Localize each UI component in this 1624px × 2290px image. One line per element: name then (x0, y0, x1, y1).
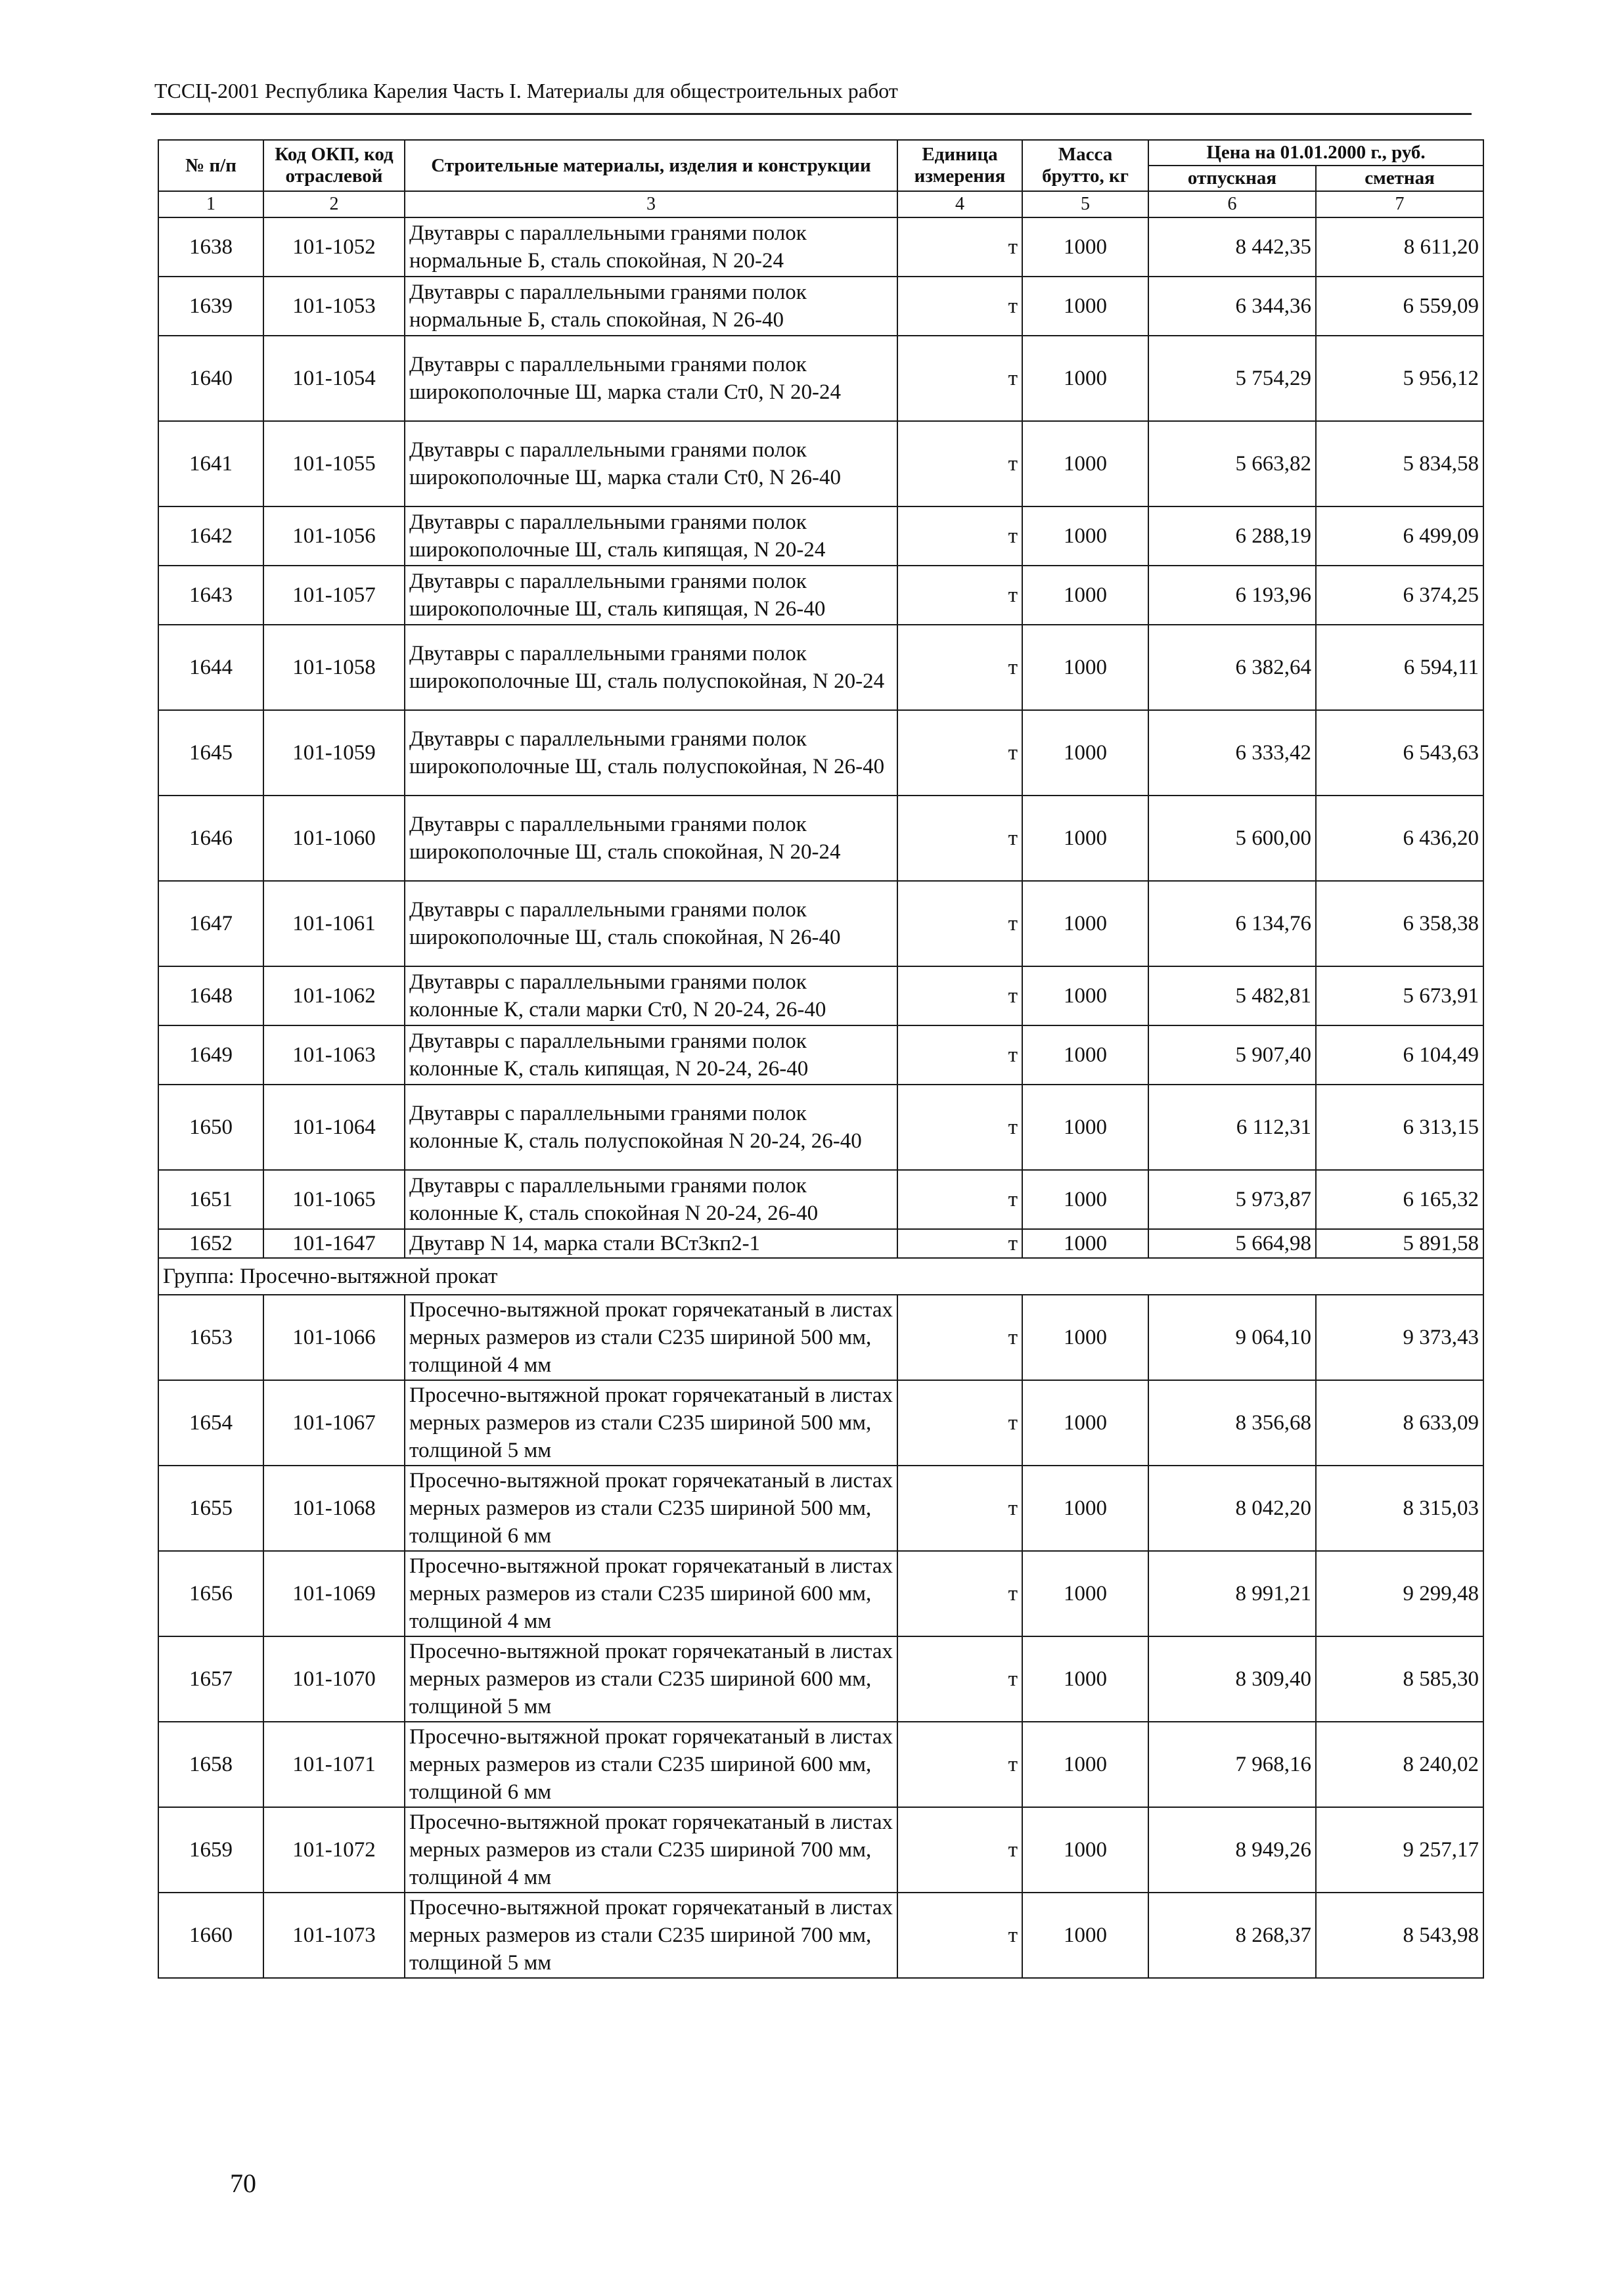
header-divider (151, 113, 1472, 115)
table-row (158, 1229, 1483, 1258)
row-number: 1642 (158, 506, 263, 566)
estimate-price: 5 673,91 (1316, 966, 1483, 1025)
row-number: 1649 (158, 1025, 263, 1085)
gross-mass: 1000 (1022, 1722, 1148, 1807)
price-table (158, 139, 1484, 1979)
gross-mass: 1000 (1022, 1085, 1148, 1170)
material-name: Двутавры с параллельными гранями полок широкополочные Ш, сталь спокойная, N 20-24 (405, 796, 897, 881)
okp-code: 101-1065 (263, 1170, 405, 1229)
gross-mass: 1000 (1022, 336, 1148, 421)
gross-mass: 1000 (1022, 506, 1148, 566)
row-number: 1658 (158, 1722, 263, 1807)
header-price-release: отпускная (1148, 166, 1316, 191)
unit-of-measure: т (897, 1085, 1022, 1170)
okp-code: 101-1057 (263, 566, 405, 625)
unit-of-measure: т (897, 710, 1022, 796)
release-price: 5 482,81 (1148, 966, 1316, 1025)
unit-of-measure: т (897, 421, 1022, 506)
material-name: Двутавр N 14, марка стали ВСт3кп2-1 (405, 1229, 897, 1258)
unit-of-measure: т (897, 1025, 1022, 1085)
gross-mass: 1000 (1022, 1229, 1148, 1258)
material-name: Двутавры с параллельными гранями полок колонные К, сталь спокойная N 20-24, 26-40 (405, 1170, 897, 1229)
material-name: Просечно-вытяжной прокат горячекатаный в листах мерных размеров из стали С235 шириной 700 мм, толщиной 5 мм (405, 1893, 897, 1978)
row-number: 1657 (158, 1636, 263, 1722)
running-header: ТССЦ-2001 Республика Карелия Часть I. Материалы для общестроительных работ (154, 79, 898, 102)
row-number: 1647 (158, 881, 263, 966)
material-name: Двутавры с параллельными гранями полок колонные К, стали марки Ст0, N 20-24, 26-40 (405, 966, 897, 1025)
unit-of-measure: т (897, 1170, 1022, 1229)
gross-mass: 1000 (1022, 710, 1148, 796)
estimate-price: 8 633,09 (1316, 1380, 1483, 1466)
material-name: Двутавры с параллельными гранями полок широкополочные Ш, сталь кипящая, N 26-40 (405, 566, 897, 625)
okp-code: 101-1071 (263, 1722, 405, 1807)
column-number: 2 (263, 191, 405, 217)
okp-code: 101-1055 (263, 421, 405, 506)
estimate-price: 6 559,09 (1316, 277, 1483, 336)
material-name: Двутавры с параллельными гранями полок нормальные Б, сталь спокойная, N 26-40 (405, 277, 897, 336)
table-row (158, 217, 1483, 277)
header-mass: Масса брутто, кг (1022, 140, 1148, 191)
row-number: 1650 (158, 1085, 263, 1170)
material-name: Просечно-вытяжной прокат горячекатаный в листах мерных размеров из стали С235 шириной 600 мм, толщиной 4 мм (405, 1551, 897, 1636)
table-row (158, 796, 1483, 881)
gross-mass: 1000 (1022, 966, 1148, 1025)
estimate-price: 5 834,58 (1316, 421, 1483, 506)
unit-of-measure: т (897, 1636, 1022, 1722)
group-row (158, 1258, 1483, 1295)
release-price: 8 356,68 (1148, 1380, 1316, 1466)
material-name: Двутавры с параллельными гранями полок колонные К, сталь кипящая, N 20-24, 26-40 (405, 1025, 897, 1085)
row-number: 1640 (158, 336, 263, 421)
table-row (158, 1025, 1483, 1085)
header-name: Строительные материалы, изделия и конструкции (405, 140, 897, 191)
release-price: 7 968,16 (1148, 1722, 1316, 1807)
table-row (158, 1380, 1483, 1466)
okp-code: 101-1061 (263, 881, 405, 966)
row-number: 1651 (158, 1170, 263, 1229)
release-price: 6 112,31 (1148, 1085, 1316, 1170)
release-price: 6 344,36 (1148, 277, 1316, 336)
material-name: Двутавры с параллельными гранями полок широкополочные Ш, марка стали Ст0, N 26-40 (405, 421, 897, 506)
okp-code: 101-1067 (263, 1380, 405, 1466)
gross-mass: 1000 (1022, 1636, 1148, 1722)
table-row (158, 1170, 1483, 1229)
table-row (158, 1295, 1483, 1380)
okp-code: 101-1062 (263, 966, 405, 1025)
table-row (158, 710, 1483, 796)
estimate-price: 8 240,02 (1316, 1722, 1483, 1807)
okp-code: 101-1070 (263, 1636, 405, 1722)
release-price: 5 600,00 (1148, 796, 1316, 881)
estimate-price: 5 891,58 (1316, 1229, 1483, 1258)
table-row (158, 506, 1483, 566)
unit-of-measure: т (897, 217, 1022, 277)
unit-of-measure: т (897, 1893, 1022, 1978)
estimate-price: 6 313,15 (1316, 1085, 1483, 1170)
row-number: 1654 (158, 1380, 263, 1466)
column-number: 5 (1022, 191, 1148, 217)
estimate-price: 9 299,48 (1316, 1551, 1483, 1636)
material-name: Двутавры с параллельными гранями полок колонные К, сталь полуспокойная N 20-24, 26-40 (405, 1085, 897, 1170)
okp-code: 101-1647 (263, 1229, 405, 1258)
row-number: 1646 (158, 796, 263, 881)
release-price: 8 949,26 (1148, 1807, 1316, 1893)
row-number: 1645 (158, 710, 263, 796)
table-row (158, 566, 1483, 625)
gross-mass: 1000 (1022, 796, 1148, 881)
gross-mass: 1000 (1022, 1807, 1148, 1893)
estimate-price: 6 436,20 (1316, 796, 1483, 881)
estimate-price: 8 315,03 (1316, 1466, 1483, 1551)
material-name: Просечно-вытяжной прокат горячекатаный в листах мерных размеров из стали С235 шириной 600 мм, толщиной 6 мм (405, 1722, 897, 1807)
row-number: 1641 (158, 421, 263, 506)
release-price: 5 663,82 (1148, 421, 1316, 506)
material-name: Просечно-вытяжной прокат горячекатаный в листах мерных размеров из стали С235 шириной 500 мм, толщиной 4 мм (405, 1295, 897, 1380)
okp-code: 101-1059 (263, 710, 405, 796)
unit-of-measure: т (897, 566, 1022, 625)
estimate-price: 9 373,43 (1316, 1295, 1483, 1380)
estimate-price: 6 594,11 (1316, 625, 1483, 710)
header-num: № п/п (158, 140, 263, 191)
column-number: 1 (158, 191, 263, 217)
okp-code: 101-1064 (263, 1085, 405, 1170)
gross-mass: 1000 (1022, 421, 1148, 506)
material-name: Двутавры с параллельными гранями полок широкополочные Ш, сталь кипящая, N 20-24 (405, 506, 897, 566)
column-number: 7 (1316, 191, 1483, 217)
release-price: 8 042,20 (1148, 1466, 1316, 1551)
estimate-price: 8 611,20 (1316, 217, 1483, 277)
material-name: Просечно-вытяжной прокат горячекатаный в листах мерных размеров из стали С235 шириной 700 мм, толщиной 4 мм (405, 1807, 897, 1893)
table-row (158, 881, 1483, 966)
okp-code: 101-1058 (263, 625, 405, 710)
material-name: Просечно-вытяжной прокат горячекатаный в листах мерных размеров из стали С235 шириной 600 мм, толщиной 5 мм (405, 1636, 897, 1722)
unit-of-measure: т (897, 1722, 1022, 1807)
estimate-price: 6 104,49 (1316, 1025, 1483, 1085)
material-name: Двутавры с параллельными гранями полок нормальные Б, сталь спокойная, N 20-24 (405, 217, 897, 277)
release-price: 6 193,96 (1148, 566, 1316, 625)
row-number: 1660 (158, 1893, 263, 1978)
material-name: Просечно-вытяжной прокат горячекатаный в листах мерных размеров из стали С235 шириной 500 мм, толщиной 5 мм (405, 1380, 897, 1466)
header-unit: Единица измерения (897, 140, 1022, 191)
table-row (158, 1893, 1483, 1978)
release-price: 5 907,40 (1148, 1025, 1316, 1085)
table-row (158, 966, 1483, 1025)
release-price: 8 991,21 (1148, 1551, 1316, 1636)
okp-code: 101-1053 (263, 277, 405, 336)
release-price: 6 134,76 (1148, 881, 1316, 966)
header-price-estimate: сметная (1316, 166, 1483, 191)
gross-mass: 1000 (1022, 1025, 1148, 1085)
release-price: 6 288,19 (1148, 506, 1316, 566)
row-number: 1659 (158, 1807, 263, 1893)
unit-of-measure: т (897, 277, 1022, 336)
okp-code: 101-1066 (263, 1295, 405, 1380)
gross-mass: 1000 (1022, 1380, 1148, 1466)
estimate-price: 9 257,17 (1316, 1807, 1483, 1893)
estimate-price: 6 543,63 (1316, 710, 1483, 796)
okp-code: 101-1069 (263, 1551, 405, 1636)
table-body (158, 217, 1483, 1978)
column-number: 4 (897, 191, 1022, 217)
okp-code: 101-1073 (263, 1893, 405, 1978)
table-row (158, 1807, 1483, 1893)
release-price: 8 309,40 (1148, 1636, 1316, 1722)
material-name: Двутавры с параллельными гранями полок широкополочные Ш, марка стали Ст0, N 20-24 (405, 336, 897, 421)
header-price: Цена на 01.01.2000 г., руб. (1148, 140, 1483, 166)
unit-of-measure: т (897, 1466, 1022, 1551)
unit-of-measure: т (897, 506, 1022, 566)
gross-mass: 1000 (1022, 1551, 1148, 1636)
gross-mass: 1000 (1022, 625, 1148, 710)
table-row (158, 1636, 1483, 1722)
table-row (158, 421, 1483, 506)
estimate-price: 6 374,25 (1316, 566, 1483, 625)
okp-code: 101-1052 (263, 217, 405, 277)
estimate-price: 6 358,38 (1316, 881, 1483, 966)
row-number: 1644 (158, 625, 263, 710)
row-number: 1639 (158, 277, 263, 336)
release-price: 5 754,29 (1148, 336, 1316, 421)
unit-of-measure: т (897, 336, 1022, 421)
gross-mass: 1000 (1022, 566, 1148, 625)
release-price: 6 382,64 (1148, 625, 1316, 710)
gross-mass: 1000 (1022, 217, 1148, 277)
group-title: Группа: Просечно-вытяжной прокат (158, 1258, 1483, 1295)
release-price: 8 268,37 (1148, 1893, 1316, 1978)
header-code: Код ОКП, код отраслевой (263, 140, 405, 191)
table-row (158, 625, 1483, 710)
okp-code: 101-1072 (263, 1807, 405, 1893)
material-name: Двутавры с параллельными гранями полок широкополочные Ш, сталь спокойная, N 26-40 (405, 881, 897, 966)
material-name: Двутавры с параллельными гранями полок широкополочные Ш, сталь полуспокойная, N 26-40 (405, 710, 897, 796)
okp-code: 101-1063 (263, 1025, 405, 1085)
unit-of-measure: т (897, 1295, 1022, 1380)
row-number: 1652 (158, 1229, 263, 1258)
estimate-price: 5 956,12 (1316, 336, 1483, 421)
row-number: 1643 (158, 566, 263, 625)
unit-of-measure: т (897, 796, 1022, 881)
gross-mass: 1000 (1022, 1295, 1148, 1380)
gross-mass: 1000 (1022, 881, 1148, 966)
material-name: Просечно-вытяжной прокат горячекатаный в листах мерных размеров из стали С235 шириной 500 мм, толщиной 6 мм (405, 1466, 897, 1551)
release-price: 5 664,98 (1148, 1229, 1316, 1258)
unit-of-measure: т (897, 625, 1022, 710)
okp-code: 101-1068 (263, 1466, 405, 1551)
release-price: 9 064,10 (1148, 1295, 1316, 1380)
table-row (158, 1466, 1483, 1551)
estimate-price: 6 499,09 (1316, 506, 1483, 566)
table-row (158, 1551, 1483, 1636)
table-row (158, 277, 1483, 336)
release-price: 6 333,42 (1148, 710, 1316, 796)
unit-of-measure: т (897, 1807, 1022, 1893)
table-row (158, 1085, 1483, 1170)
row-number: 1648 (158, 966, 263, 1025)
okp-code: 101-1060 (263, 796, 405, 881)
unit-of-measure: т (897, 966, 1022, 1025)
okp-code: 101-1056 (263, 506, 405, 566)
release-price: 5 973,87 (1148, 1170, 1316, 1229)
row-number: 1638 (158, 217, 263, 277)
unit-of-measure: т (897, 881, 1022, 966)
release-price: 8 442,35 (1148, 217, 1316, 277)
row-number: 1653 (158, 1295, 263, 1380)
column-number: 6 (1148, 191, 1316, 217)
unit-of-measure: т (897, 1380, 1022, 1466)
row-number: 1655 (158, 1466, 263, 1551)
gross-mass: 1000 (1022, 1893, 1148, 1978)
unit-of-measure: т (897, 1229, 1022, 1258)
estimate-price: 6 165,32 (1316, 1170, 1483, 1229)
page-number: 70 (230, 2168, 256, 2198)
material-name: Двутавры с параллельными гранями полок широкополочные Ш, сталь полуспокойная, N 20-24 (405, 625, 897, 710)
gross-mass: 1000 (1022, 1466, 1148, 1551)
column-number: 3 (405, 191, 897, 217)
estimate-price: 8 543,98 (1316, 1893, 1483, 1978)
table-row (158, 1722, 1483, 1807)
estimate-price: 8 585,30 (1316, 1636, 1483, 1722)
okp-code: 101-1054 (263, 336, 405, 421)
gross-mass: 1000 (1022, 1170, 1148, 1229)
row-number: 1656 (158, 1551, 263, 1636)
unit-of-measure: т (897, 1551, 1022, 1636)
table-row (158, 336, 1483, 421)
gross-mass: 1000 (1022, 277, 1148, 336)
